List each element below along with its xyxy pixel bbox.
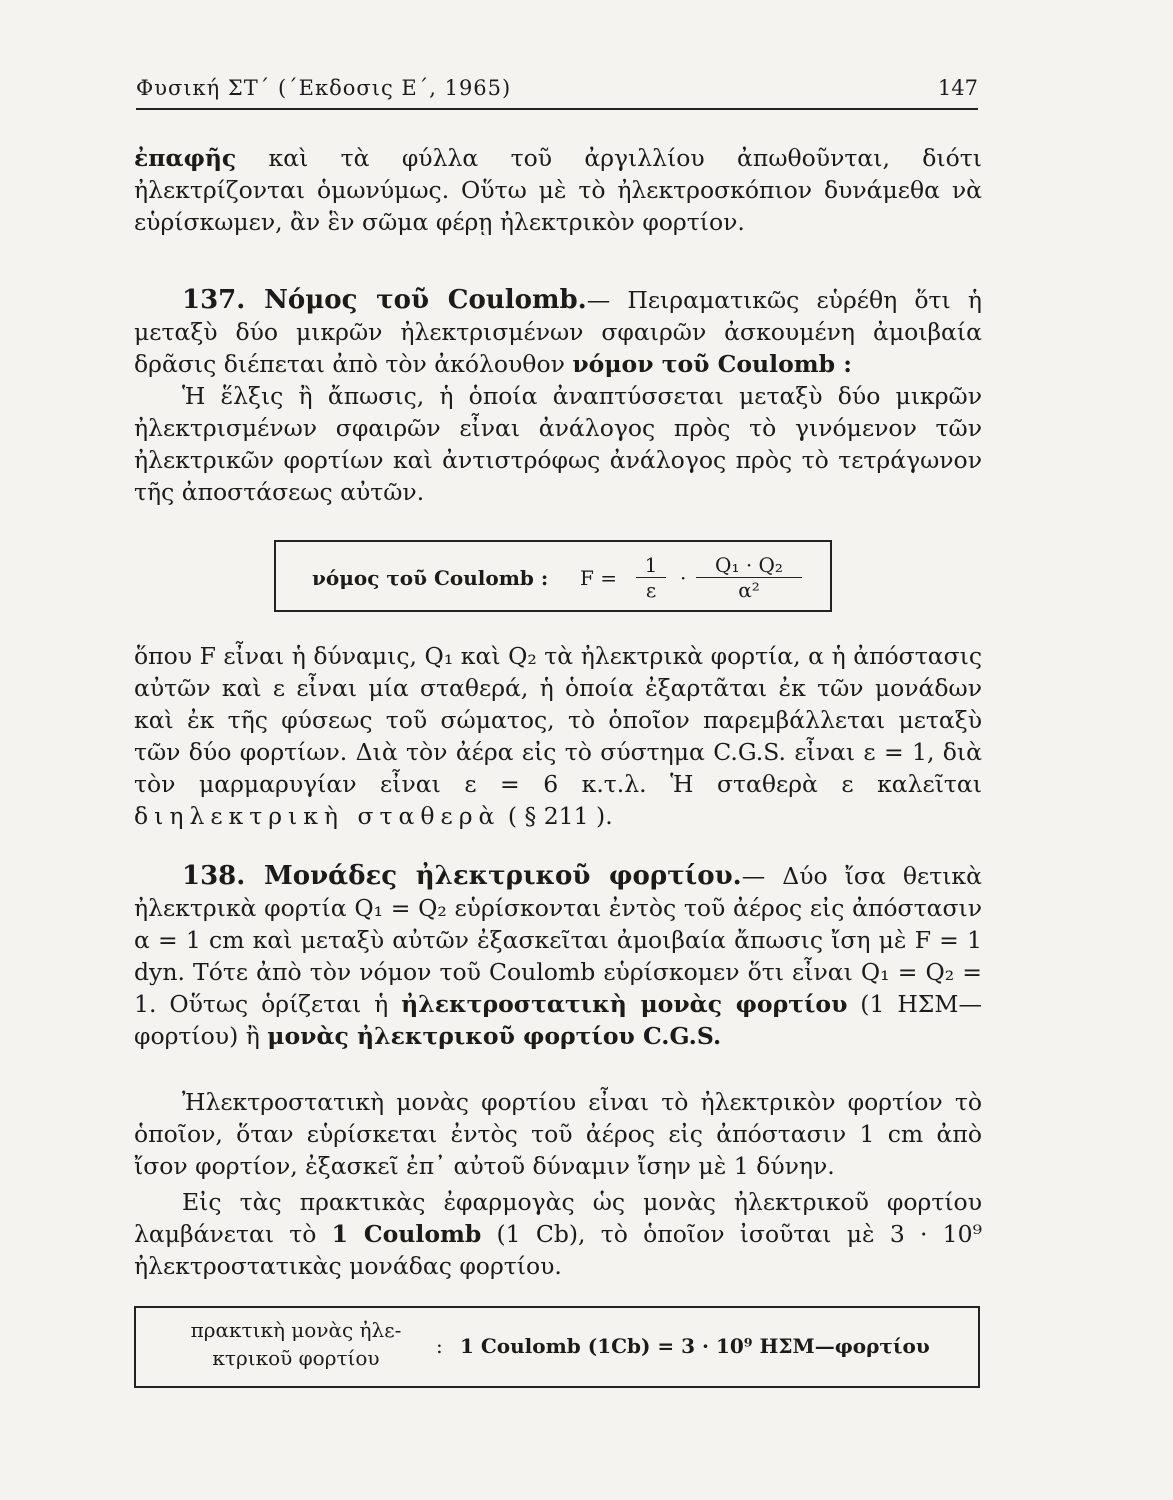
fraction-denominator: α² [738, 578, 760, 602]
term-coulomb: 1 Coulomb [331, 1220, 482, 1248]
practical-text-2: (1 Cb), τὸ ὁποῖον ἰσοῦται μὲ 3 · 10⁹ ἠλεκτροστατικὰς μονάδας φορτίου. [134, 1220, 983, 1280]
section-137 [134, 284, 982, 508]
section-138-heading: 138. Μονάδες ἠλεκτρικοῦ φορτίου. [182, 861, 742, 891]
unit-label [166, 1316, 426, 1372]
lead-word: ἐπαφῆς [134, 144, 237, 172]
practical-text-1: Εἰς τὰς πρακτικὰς ἐφαρμογὰς ὡς μονὰς ἠλεκτρικοῦ φορτίου λαμβάνεται τὸ [134, 1188, 982, 1248]
unit-label-line-1: πρακτικὴ μονὰς ἠλε- [190, 1318, 402, 1342]
section-137-heading: 137. Νόμος τοῦ Coulomb. [182, 285, 587, 315]
term-electrostatic-unit: ἠλεκτροστατικὴ μονὰς φορτίου [401, 990, 848, 1018]
fraction-denominator: ε [645, 578, 657, 602]
paragraph-definition [134, 1086, 982, 1182]
section-138 [134, 860, 982, 1052]
page-number: 147 [937, 76, 978, 100]
section-reference: ( § 211 ). [500, 802, 613, 830]
paragraph-practical [134, 1186, 982, 1282]
section-138-text-1: — Δύο ἴσα θετικὰ ἠλεκτρικὰ φορτία Q₁ = Q₂ εὑρίσκονται ἐντὸς τοῦ ἀέρος εἰς ἀπόστασιν α = 1 cm καὶ μεταξὺ αὐτῶν ἐξασκεῖται ἀμοιβαία ἄπωσις ἴση μὲ F = 1 dyn. Τότε ἀπὸ τὸν νόμον τοῦ Coulomb εὑρίσκομεν ὅτι εἶναι Q₁ = Q₂ = 1. Οὕτως ὁρίζεται ἡ [134, 862, 982, 1018]
definition-text: Ἠλεκτροστατικὴ μονὰς φορτίου εἶναι τὸ ἠλεκτρικὸν φορτίον τὸ ὁποῖον, ὅταν εὑρίσκεται ἐντὸς τοῦ ἀέρος εἰς ἀπόστασιν 1 cm ἀπὸ ἴσον φορτίον, ἐξασκεῖ ἐπ᾽ αὐτοῦ δύναμιν ἴσην μὲ 1 δύνην. [134, 1088, 982, 1180]
page-header [136, 74, 978, 110]
formula-lhs: F = [580, 566, 617, 590]
fraction-one-over-epsilon [636, 553, 666, 602]
unit-label-line-2: κτρικοῦ φορτίου [212, 1346, 380, 1370]
paragraph-intro [134, 142, 982, 238]
fraction-numerator: Q₁ · Q₂ [696, 553, 802, 578]
where-text: ὅπου F εἶναι ἡ δύναμις, Q₁ καὶ Q₂ τὰ ἠλεκτρικὰ φορτία, α ἡ ἀπόστασις αὐτῶν καὶ ε εἶναι μία σταθερά, ἡ ὁποία ἐξαρτᾶται ἐκ τῶν μονάδων καὶ ἐκ τῆς φύσεως τοῦ σώματος, τὸ ὁποῖον παρεμβάλλεται μεταξὺ τῶν δύο φορτίων. Διὰ τὸν ἀέρα εἰς τὸ σύστημα C.G.S. εἶναι ε = 1, διὰ τὸν μαρμαρυγίαν εἶναι ε = 6 κ.τ.λ. Ἡ σταθερὰ ε καλεῖται [134, 642, 982, 798]
section-137-intro: — Πειραματικῶς εὑρέθη ὅτι ἡ μεταξὺ δύο μικρῶν ἠλεκτρισμένων σφαιρῶν ἀσκουμένη ἀμοιβαία δρᾶσις διέπεται ἀπὸ τὸν ἀκόλουθον [134, 286, 982, 378]
formula-label: νόμος τοῦ Coulomb : [312, 566, 549, 590]
term-cgs-unit: μονὰς ἠλεκτρικοῦ φορτίου C.G.S. [267, 1022, 722, 1050]
multiplication-dot: · [680, 566, 687, 590]
law-name: νόμον τοῦ Coulomb : [572, 350, 852, 378]
paragraph-where [134, 640, 982, 832]
intro-text: καὶ τὰ φύλλα τοῦ ἀργιλλίου ἀπωθοῦνται, διότι ἠλεκτρίζονται ὁμωνύμως. Οὕτω μὲ τὸ ἠλεκτροσκόπιον δυνάμεθα νὰ εὑρίσκωμεν, ἂν ἓν σῶμα φέρῃ ἠλεκτρικὸν φορτίον. [134, 144, 982, 236]
fraction-charges-over-distance [696, 553, 802, 602]
law-statement: Ἡ ἕλξις ἢ ἄπωσις, ἡ ὁποία ἀναπτύσσεται μεταξὺ δύο μικρῶν ἠλεκτρισμένων σφαιρῶν εἶναι ἀνάλογος πρὸς τὸ γινόμενον τῶν ἠλεκτρικῶν φορτίων καὶ ἀντιστρόφως ἀνάλογος πρὸς τὸ τετράγωνον τῆς ἀποστάσεως αὐτῶν. [134, 382, 982, 506]
fraction-numerator: 1 [636, 553, 666, 578]
practical-unit-box [134, 1306, 980, 1388]
running-title: Φυσική ΣΤ΄ (΄Εκδοσις Ε΄, 1965) [136, 76, 512, 100]
unit-colon: : [436, 1334, 443, 1358]
section-138-text-2: (1 ΗΣΜ—φορτίου) ἢ [134, 990, 982, 1050]
unit-expression: 1 Coulomb (1Cb) = 3 · 10⁹ ΗΣΜ—φορτίου [460, 1334, 930, 1358]
spaced-term: διηλεκτρικὴ σταθερὰ [134, 802, 501, 830]
